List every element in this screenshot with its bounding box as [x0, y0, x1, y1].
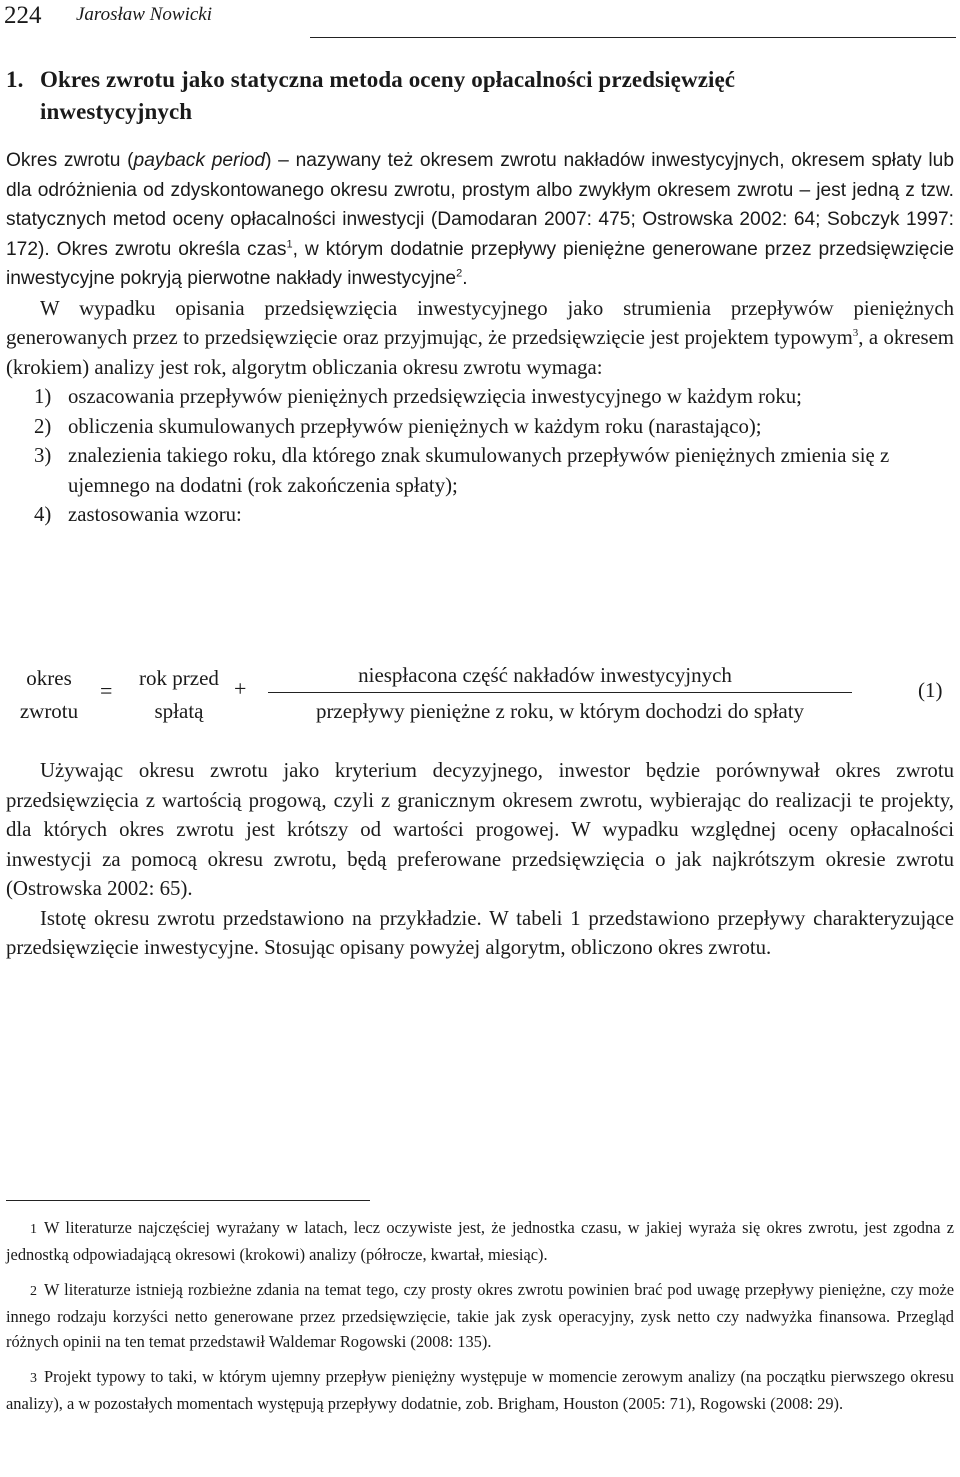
footnote-2	[6, 1277, 954, 1354]
footnote-ref-2[interactable]: 2	[456, 267, 463, 280]
section-title-line1: Okres zwrotu jako statyczna metoda oceny opłacalności przedsięwzięć	[40, 67, 736, 92]
formula-denominator: przepływy pieniężne z roku, w którym dochodzi do spłaty	[315, 699, 805, 723]
list-marker: 2)	[34, 414, 52, 438]
list-item-text: znalezienia takiego roku, dla którego znak skumulowanych przepływów pieniężnych zmienia się z ujemnego na dodatni (rok zakończenia spłaty);	[68, 444, 890, 497]
formula-fraction-bar	[268, 692, 852, 693]
footnotes-section	[6, 1200, 954, 1426]
formula-term1-line2: spłatą	[154, 699, 204, 723]
list-marker: 1)	[34, 385, 52, 408]
list-item-text: oszacowania przepływów pieniężnych przedsięwzięcia inwestycyjnego w każdym roku;	[68, 385, 802, 408]
p1-text-d: , w którym dodatnie przepływy pieniężne generowane przez przedsięwzięcie inwestycyjne pokryją pierwotne nakłady inwestycyjne	[6, 238, 954, 289]
section-number: 1.	[6, 67, 24, 92]
footnote-marker: 2	[30, 1284, 37, 1299]
p1-text-a: Okres zwrotu (	[6, 150, 134, 171]
main-text-bottom	[6, 756, 954, 963]
p1-text-c: ) – nazywany też okresem zwrotu nakładów inwestycyjnych, okresem spłaty lub dla odróżnienia od zdyskontowanego okresu zwrotu, prostym albo zwykłym okresem zwrotu – jest jedną z tzw. statycznych metod oceny opłacalności inwestycji (Damodaran 2007: 475; Ostrowska 2002: 64; Sobczyk 1997: 172). Okres zwrotu określa czas	[6, 150, 954, 260]
list-item	[6, 500, 954, 530]
section-title-line2: inwestycyjnych	[40, 99, 193, 124]
list-item	[6, 412, 954, 442]
p1-text-e: .	[462, 268, 468, 289]
footnote-text: W literaturze najczęściej wyrażany w latach, lecz oczywiste jest, że jednostka czasu, w jakiej wyraża się okres zwrotu, jest zgodna z jednostką odpowiadającą okresowi (krokowi) analizy (półrocze, kwartał, miesiąc).	[6, 1218, 954, 1264]
paragraph-definition	[6, 146, 954, 294]
list-item-text: zastosowania wzoru:	[68, 503, 242, 526]
footnote-text: W literaturze istnieją rozbieżne zdania na temat tego, czy prosty okres zwrotu powinien brać pod uwagę przepływy pieniężne, czy może innego rodzaju korzyści netto generowane przez przedsięwzięcie, takie jak zysk operacyjny, zysk netto czy nadwyżka finansowa. Przegląd różnych opinii na ten temat przedstawił Waldemar Rogowski (2008: 135).	[6, 1280, 954, 1351]
paragraph-example-intro: Istotę okresu zwrotu przedstawiono na przykładzie. W tabeli 1 przedstawiono przepływy charakteryzujące przedsięwzięcie inwestycyjne. Stosując opisany powyżej algorytm, obliczono okres zwrotu.	[6, 906, 954, 959]
formula-lhs	[10, 662, 88, 728]
footnote-1	[6, 1215, 954, 1267]
p1-term-italic: payback period	[133, 150, 266, 171]
algorithm-steps-list	[6, 382, 954, 530]
list-item	[6, 382, 954, 412]
list-marker: 4)	[34, 503, 52, 526]
formula-term-year-before	[128, 662, 230, 728]
main-text-top	[6, 146, 954, 530]
page-header	[4, 0, 956, 40]
paragraph-decision-criterion: Używając okresu zwrotu jako kryterium decyzyjnego, inwestor będzie porównywał okres zwrotu przedsięwzięcia z wartością progową, czyli z granicznym okresem zwrotu, wybierając do realizacji te projekty, dla których okres zwrotu jest krótszy od wartości progowej. W wypadku względnej oceny opłacalności inwestycji za pomocą okresu zwrotu, będą preferowane przedsięwzięcia o jak najkrótszym okresie zwrotu (Ostrowska 2002: 65).	[6, 759, 954, 900]
formula-plus-sign: +	[234, 676, 247, 701]
formula-numerator: niespłacona część nakładów inwestycyjnych	[358, 663, 732, 687]
equation-number: (1)	[918, 678, 943, 702]
p2-text-a: W wypadku opisania przedsięwzięcia inwestycyjnego jako strumienia przepływów pieniężnych generowanych przez to przedsięwzięcie oraz przyjmując, że przedsięwzięcie jest projektem typowym	[6, 296, 954, 349]
page-number: 224	[4, 2, 42, 29]
formula-fraction	[268, 660, 852, 726]
formula-lhs-line2: zwrotu	[19, 699, 79, 723]
footnote-ref-3[interactable]: 3	[852, 327, 859, 340]
section-heading	[6, 64, 946, 128]
footnote-ref-1[interactable]: 1	[286, 238, 293, 251]
running-head-author: Jarosław Nowicki	[76, 4, 212, 25]
formula-term1-line1: rok przed	[139, 666, 219, 690]
footnote-marker: 1	[30, 1222, 37, 1237]
footnote-marker: 3	[30, 1371, 37, 1386]
footnote-separator	[6, 1200, 370, 1201]
paragraph-algorithm-intro	[6, 294, 954, 383]
list-marker: 3)	[34, 444, 52, 467]
footnote-text: Projekt typowy to taki, w którym ujemny przepływ pieniężny występuje w momencie zerowym analizy (na początku pierwszego okresu analizy), a w pozostałych momentach występują przepływy dodatnie, zob. Brigham, Houston (2005: 71), Rogowski (2008: 29).	[6, 1367, 954, 1413]
p2-text-b: , a okresem (krokiem) analizy jest rok, algorytm obliczania okresu zwrotu wymaga:	[6, 326, 954, 379]
formula-equals-sign: =	[100, 678, 113, 703]
header-rule	[310, 37, 956, 38]
payback-formula	[0, 652, 960, 742]
formula-lhs-line1: okres	[26, 666, 72, 690]
list-item-text: obliczenia skumulowanych przepływów pieniężnych w każdym roku (narastająco);	[68, 414, 762, 438]
list-item	[6, 441, 954, 500]
footnote-3	[6, 1364, 954, 1416]
